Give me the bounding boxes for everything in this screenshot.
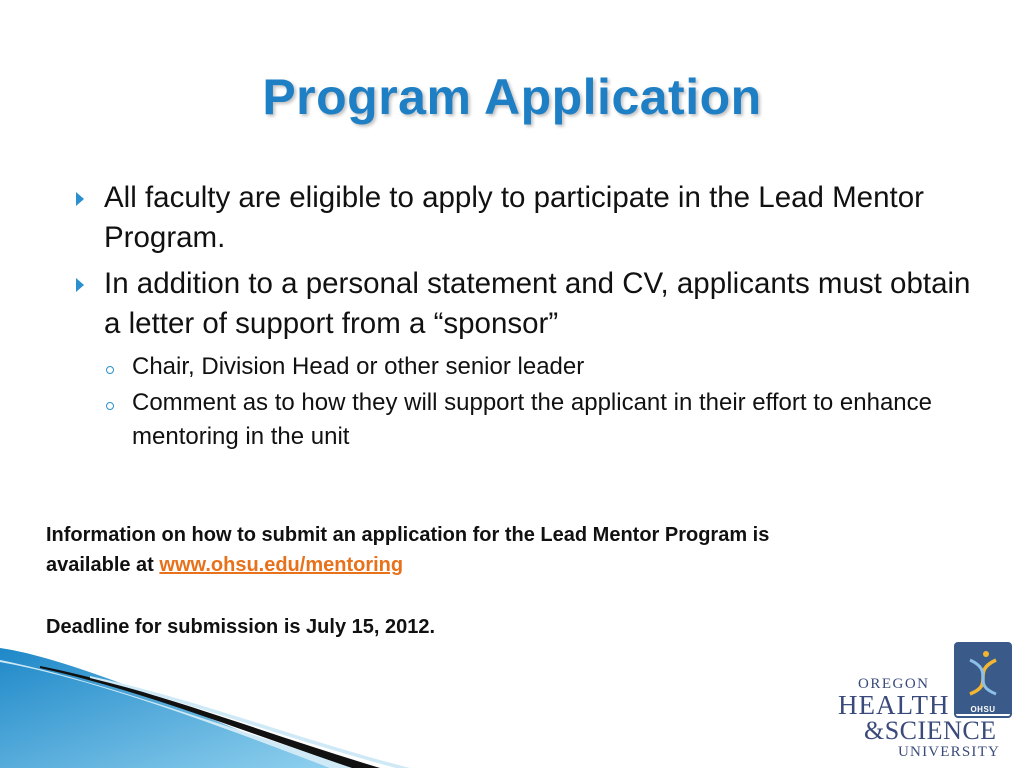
- logo-text-university: UNIVERSITY: [898, 744, 1000, 760]
- slide-title: Program Application: [262, 69, 762, 125]
- decorative-wave: [0, 640, 420, 768]
- sub-bullet-ring-icon: [106, 402, 114, 410]
- logo-text-health: HEALTH: [838, 690, 950, 720]
- bullet-text: In addition to a personal statement and CV, applicants must obtain a letter of support from a “sponsor”: [104, 267, 971, 340]
- ohsu-logo: [836, 640, 1016, 768]
- sub-bullet-text: Comment as to how they will support the applicant in their effort to enhance mentoring in the unit: [132, 389, 933, 450]
- sub-bullet-sponsor-role: [74, 350, 994, 384]
- bullet-arrow-icon: [76, 192, 84, 206]
- submission-info: [46, 520, 846, 642]
- info-paragraph: [46, 520, 846, 580]
- info-text: Information on how to submit an application for the Lead Mentor Program is available at: [46, 524, 770, 576]
- helix-icon: [956, 644, 1010, 706]
- logo-text-oregon: OREGON: [858, 676, 930, 692]
- bullet-arrow-icon: [76, 278, 84, 292]
- bullet-list: [74, 178, 994, 454]
- sub-bullet-sponsor-comment: [74, 386, 994, 454]
- logo-badge-text: OHSU: [956, 705, 1010, 714]
- bullet-text: All faculty are eligible to apply to participate in the Lead Mentor Program.: [104, 181, 924, 254]
- deadline-text: Deadline for submission is July 15, 2012.: [46, 616, 436, 638]
- ohsu-emblem: [954, 642, 1012, 718]
- bullet-requirements: [74, 264, 994, 344]
- sub-bullet-text: Chair, Division Head or other senior leader: [132, 353, 585, 380]
- logo-text-science: &SCIENCE: [864, 716, 997, 745]
- sub-bullet-ring-icon: [106, 366, 114, 374]
- mentoring-link[interactable]: www.ohsu.edu/mentoring: [159, 554, 404, 576]
- bullet-eligibility: [74, 178, 994, 258]
